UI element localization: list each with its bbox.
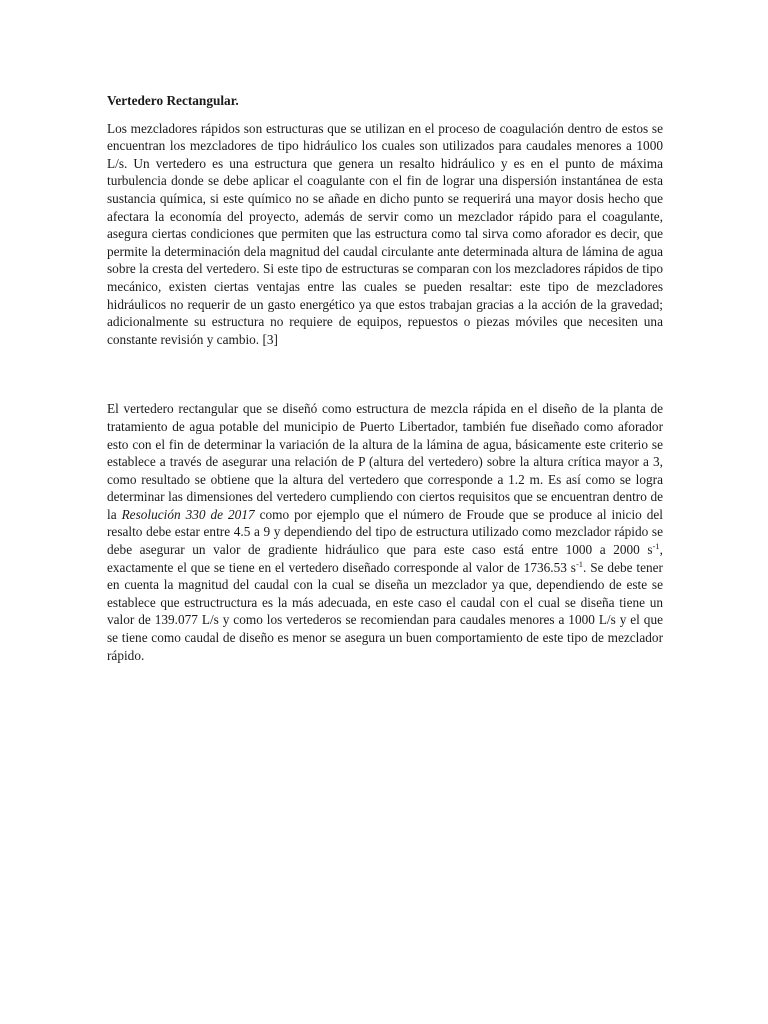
resolution-reference: Resolución 330 de 2017 <box>121 506 255 522</box>
superscript-exponent-2: -1 <box>575 558 584 569</box>
document-body <box>107 92 663 664</box>
superscript-exponent-1: -1 <box>652 541 660 552</box>
paragraph-spacer <box>107 348 663 400</box>
paragraph2-text-part2: como por ejemplo que el número de Froude que se produce al inicio del resalto debe estar entre 4.5 a 9 y dependiendo del tipo de estructura utilizado como mezclador rápido se debe asegurar un valor de gradiente hidráulico que para este caso está entre 1000 a 2000 s <box>107 506 664 558</box>
paragraph2-text-part1: El vertedero rectangular que se diseñó como estructura de mezcla rápida en el diseño de la planta de tratamiento de agua potable del municipio de Puerto Libertador, también fue diseñado como aforador esto con el fin de determinar la variación de la altura de la lámina de agua, básicamente este criterio se establece a través de asegurar una relación de P (altura del vertedero) sobre la altura crítica mayor a 3, como resultado se obtiene que la altura del vertedero que corresponde a 1.2 m. Es así como se logra determinar las dimensiones del vertedero cumpliendo con ciertos requisitos que se encuentran dentro de la <box>107 401 663 522</box>
paragraph-mixers-intro: Los mezcladores rápidos son estructuras que se utilizan en el proceso de coagulación dentro de estos se encuentran los mezcladores de tipo hidráulico los cuales son utilizados para caudales menores a 1000 L/s. Un vertedero es una estructura que genera un resalto hidráulico y es en el punto de máxima turbulencia donde se debe aplicar el coagulante con el fin de lograr una dispersión instantánea de esta sustancia química, si este químico no se añade en dicho punto se requerirá una mayor dosis hecho que afectara la economía del proyecto, además de servir como un mezclador rápido para el coagulante, asegura ciertas condiciones que permiten que las estructura como tal sirva como aforador es decir, que permite la determinación dela magnitud del caudal circulante ante determinada altura de lámina de agua sobre la cresta del vertedero. Si este tipo de estructuras se comparan con los mezcladores rápidos de tipo mecánico, existen ciertas ventajas entre las cuales se pueden resaltar: este tipo de mezcladores hidráulicos no requerir de un gasto energético ya que estos trabajan gracias a la acción de la gravedad; adicionalmente su estructura no requiere de equipos, repuestos o piezas móviles que necesiten una constante revisión y cambio. [3] <box>107 120 663 347</box>
paragraph2-text-part3: , exactamente el que se tiene en el vertedero diseñado corresponde al valor de 1736.53 s <box>107 542 663 575</box>
document-title: Vertedero Rectangular. <box>107 93 239 108</box>
paragraph2-text-part4: . Se debe tener en cuenta la magnitud del caudal con la cual se diseña un mezclador ya que, dependiendo de este se establece que estructructura es la más adecuada, en este caso el caudal con el cual se diseña tiene un valor de 139.077 L/s y como los vertederos se recomiendan para caudales menores a 1000 L/s y el que se tiene como caudal de diseño es menor se asegura un buen comportamiento de este tipo de mezclador rápido. <box>107 559 663 663</box>
paragraph-rectangular-weir-design <box>107 400 663 664</box>
